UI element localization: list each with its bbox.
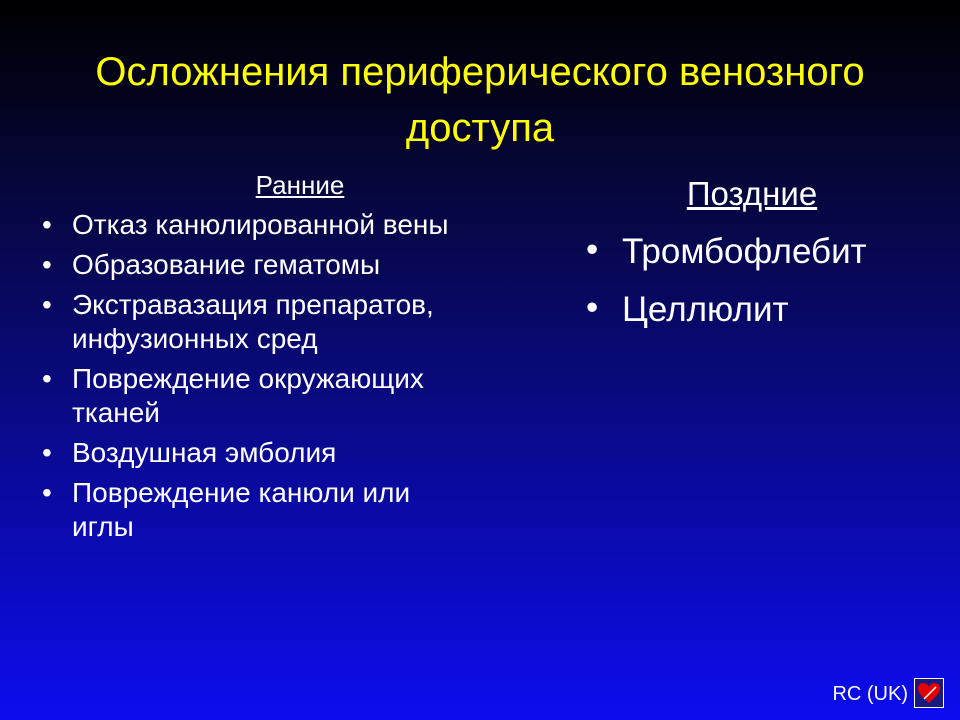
item-text: Тромбофлебит xyxy=(622,232,867,271)
list-item xyxy=(40,288,560,356)
slide-title-line-1: Осложнения периферического венозного xyxy=(95,50,865,94)
bullet-icon: • xyxy=(42,437,52,468)
early-heading: Ранние xyxy=(255,170,345,200)
item-line-2: иглы xyxy=(72,511,134,542)
item-text: Целлюлит xyxy=(622,290,789,329)
item-line-1: Образование гематомы xyxy=(72,249,381,280)
item-line-1: Отказ канюлированной вены xyxy=(72,209,449,240)
item-line-1: Экстравазация препаратов, xyxy=(72,289,434,320)
heart-logo-icon xyxy=(914,678,944,708)
late-complications-column xyxy=(582,172,942,332)
early-complications-column xyxy=(40,168,560,544)
item-line-1: Воздушная эмболия xyxy=(72,437,337,468)
late-list xyxy=(582,230,942,332)
late-heading: Поздние xyxy=(686,175,818,212)
item-line-2: инфузионных сред xyxy=(72,323,318,354)
list-item xyxy=(40,436,560,470)
list-item xyxy=(582,230,942,274)
bullet-icon: • xyxy=(586,230,599,269)
slide-title-line-2: доступа xyxy=(405,106,555,150)
bullet-icon: • xyxy=(42,249,52,280)
bullet-icon: • xyxy=(586,288,599,327)
slide-title xyxy=(0,44,960,156)
bullet-icon: • xyxy=(42,289,52,320)
bullet-icon: • xyxy=(42,363,52,394)
bullet-icon: • xyxy=(42,477,52,508)
list-item xyxy=(40,208,560,242)
footer-credit: RC (UK) xyxy=(832,683,908,705)
early-list xyxy=(40,208,560,544)
item-line-2: тканей xyxy=(72,397,160,428)
item-line-1: Повреждение канюли или xyxy=(72,477,411,508)
bullet-icon: • xyxy=(42,209,52,240)
item-line-1: Повреждение окружающих xyxy=(72,363,424,394)
list-item xyxy=(40,248,560,282)
list-item xyxy=(582,288,942,332)
list-item xyxy=(40,362,560,430)
list-item xyxy=(40,476,560,544)
